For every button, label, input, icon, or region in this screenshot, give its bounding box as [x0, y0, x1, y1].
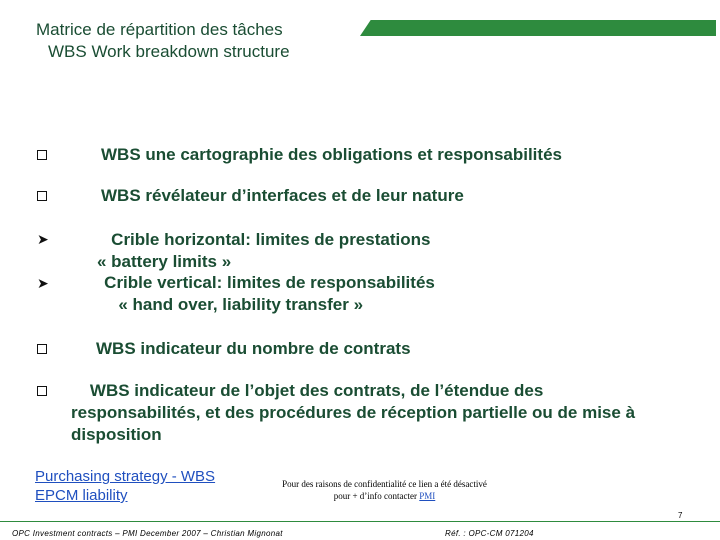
title-accent-bar: [360, 20, 716, 36]
bullet-text-3: Crible horizontal: limites de prestations « battery limits »: [97, 230, 431, 271]
square-bullet-icon: [37, 383, 47, 401]
bullet-text-1: WBS une cartographie des obligations et responsabilités: [101, 145, 562, 164]
bullet-text-6: WBS indicateur de l’objet des contrats, de l’étendue des responsabilités, et des procédures de réception partielle ou de mise à disposition: [71, 381, 636, 444]
arrow-bullet-icon: ➤: [37, 231, 49, 247]
confidentiality-note-line2: [262, 490, 507, 502]
square-bullet-icon: [37, 341, 47, 359]
pmi-contact-link[interactable]: PMI: [419, 491, 436, 501]
footer-divider: [0, 521, 720, 522]
slide-title-line1: Matrice de répartition des tâches: [36, 20, 283, 39]
confidentiality-note-line1: Pour des raisons de confidentialité ce lien a été désactivé: [282, 479, 487, 489]
note-prefix: pour + d’info contacter: [333, 491, 420, 501]
bullet-text-5: WBS indicateur du nombre de contrats: [96, 339, 411, 358]
footer-left-text: OPC Investment contracts – PMI December 2007 – Christian Mignonat: [12, 529, 283, 538]
footer-reference: Réf. : OPC-CM 071204: [445, 529, 534, 538]
square-bullet-icon: [37, 147, 47, 165]
epcm-liability-link[interactable]: EPCM liability: [35, 487, 128, 504]
bullet-text-2: WBS révélateur d’interfaces et de leur nature: [101, 186, 464, 205]
page-number: 7: [678, 511, 683, 520]
arrow-bullet-icon: ➤: [37, 275, 49, 291]
purchasing-strategy-link[interactable]: Purchasing strategy - WBS: [35, 468, 216, 485]
square-bullet-icon: [37, 188, 47, 206]
bullet-text-4: Crible vertical: limites de responsabilités « hand over, liability transfer »: [104, 273, 435, 314]
slide-title-line2: WBS Work breakdown structure: [48, 42, 290, 61]
